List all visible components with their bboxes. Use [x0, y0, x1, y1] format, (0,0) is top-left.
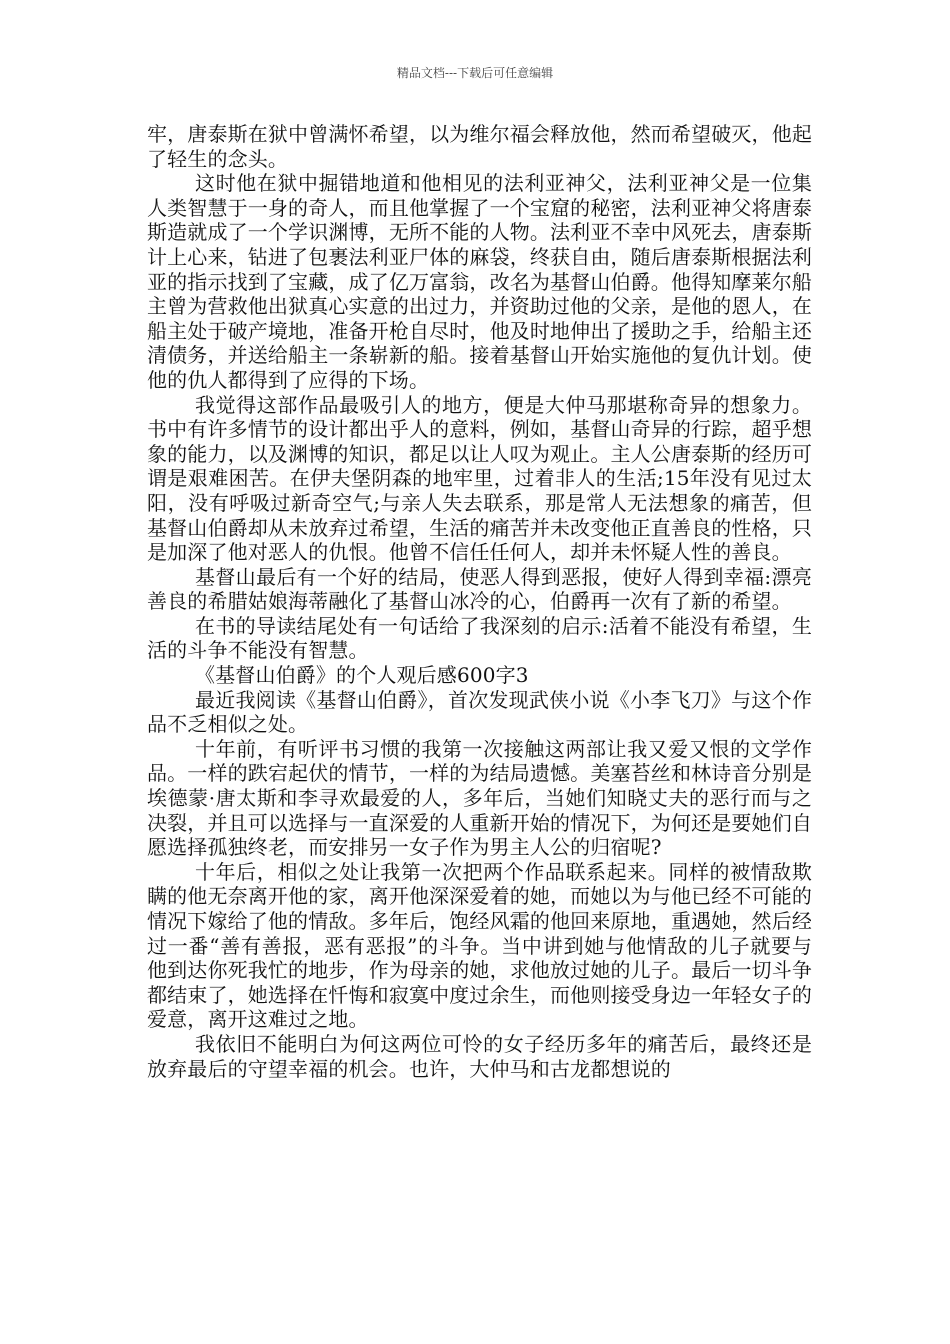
paragraph: 在书的导读结尾处有一句话给了我深刻的启示:活着不能没有希望，生活的斗争不能没有智慧。: [147, 613, 812, 663]
paragraph: 牢，唐泰斯在狱中曾满怀希望，以为维尔福会释放他，然而希望破灭，他起了轻生的念头。: [147, 122, 812, 171]
paragraph: 十年后，相似之处让我第一次把两个作品联系起来。同样的被情敌欺瞒的他无奈离开他的家，离开他深深爱着的她，而她以为与他已经不可能的情况下嫁给了他的情敌。多年后，饱经风霜的他回来原地，重遇她，然后经过一番“善有善报，恶有恶报”的斗争。当中讲到她与他情敌的儿子就要与他到达你死我忙的地步，作为母亲的她，求他放过她的儿子。最后一切斗争都结束了，她选择在忏悔和寂寞中度过余生，而他则接受身边一年轻女子的爱意，离开这难过之地。: [147, 859, 812, 1032]
paragraph: 我依旧不能明白为何这两位可怜的女子经历多年的痛苦后，最终还是放弃最后的守望幸福的机会。也许，大仲马和古龙都想说的: [147, 1031, 812, 1081]
paragraph: 最近我阅读《基督山伯爵》，首次发现武侠小说《小李飞刀》与这个作品不乏相似之处。: [147, 687, 812, 737]
page-header: 精品文档---下载后可任意编辑: [396, 66, 554, 80]
paragraph: 这时他在狱中掘错地道和他相见的法利亚神父，法利亚神父是一位集人类智慧于一身的奇人，而且他掌握了一个宝窟的秘密，法利亚神父将唐泰斯造就成了一个学识渊博，无所不能的人物。法利亚不幸中风死去，唐泰斯计上心来，钻进了包裹法利亚尸体的麻袋，终获自由，随后唐泰斯根据法利亚的指示找到了宝藏，成了亿万富翁，改名为基督山伯爵。他得知摩莱尔船主曾为营救他出狱真心实意的出过力，并资助过他的父亲，是他的恩人，在船主处于破产境地，准备开枪自尽时，他及时地伸出了援助之手，给船主还清债务，并送给船主一条崭新的船。接着基督山开始实施他的复仇计划。使他的仇人都得到了应得的下场。: [147, 171, 812, 392]
paragraph: 我觉得这部作品最吸引人的地方，便是大仲马那堪称奇异的想象力。书中有许多情节的设计都出乎人的意料，例如，基督山奇异的行踪，超乎想象的能力，以及渊博的知识，都足以让人叹为观止。主人公唐泰斯的经历可谓是艰难困苦。在伊夫堡阴森的地牢里，过着非人的生活;15年没有见过太阳，没有呼吸过新奇空气;与亲人失去联系，那是常人无法想象的痛苦，但基督山伯爵却从未放弃过希望，生活的痛苦并未改变他正直善良的性格，只是加深了他对恶人的仇恨。他曾不信任任何人，却并未怀疑人性的善良。: [147, 392, 812, 565]
section-heading: 《基督山伯爵》的个人观后感600字3: [195, 663, 529, 688]
paragraph: 基督山最后有一个好的结局，使恶人得到恶报，使好人得到幸福:漂亮善良的希腊姑娘海蒂融化了基督山冰冷的心，伯爵再一次有了新的希望。: [147, 564, 812, 614]
paragraph: 十年前，有听评书习惯的我第一次接触这两部让我又爱又恨的文学作品。一样的跌宕起伏的情节，一样的为结局遗憾。美塞苔丝和林诗音分别是埃德蒙·唐太斯和李寻欢最爱的人，多年后，当她们知晓丈夫的恶行而与之决裂，并且可以选择与一直深爱的人重新开始的情况下，为何还是要她们自愿选择孤独终老，而安排另一女子作为男主人公的归宿呢?: [147, 736, 812, 860]
document-body: [147, 122, 812, 1081]
